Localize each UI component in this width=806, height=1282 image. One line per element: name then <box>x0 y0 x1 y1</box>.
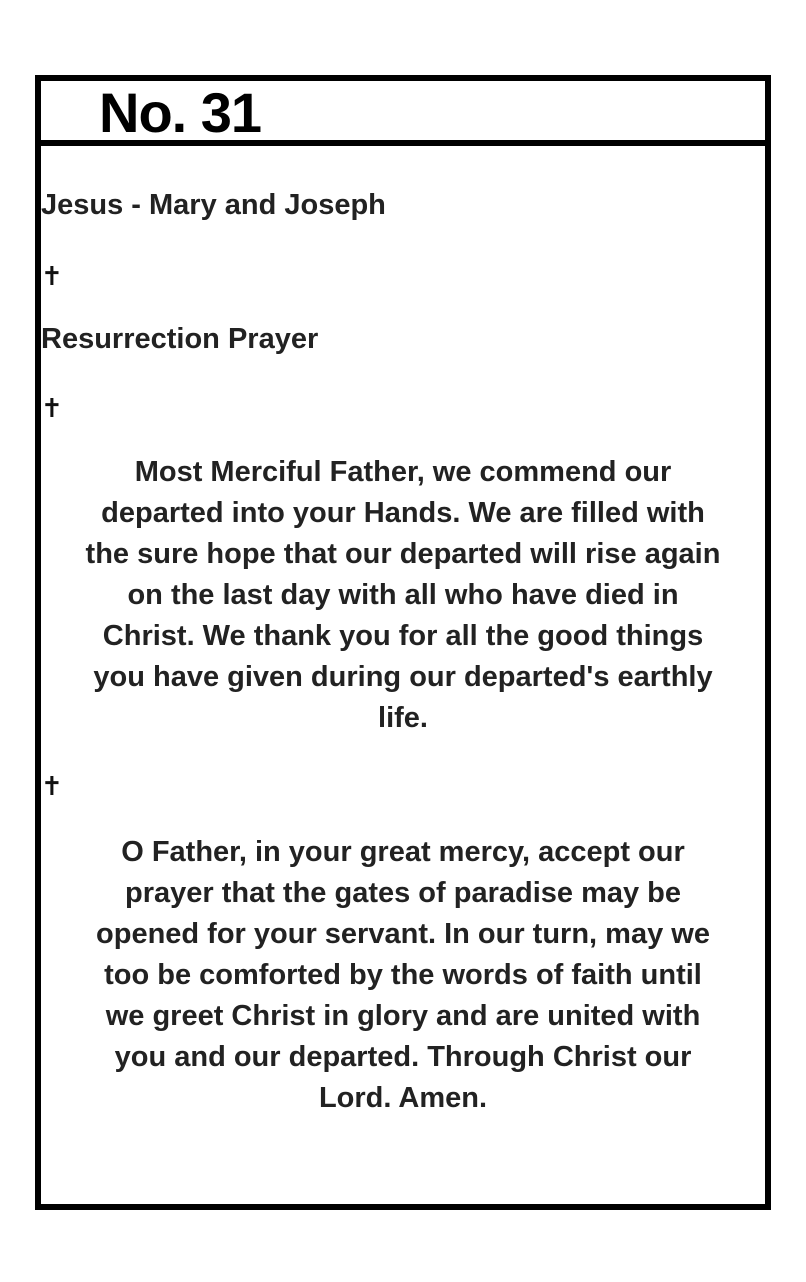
salutation-heading: Jesus - Mary and Joseph <box>41 189 386 221</box>
cross-icon: ✝ <box>41 393 63 423</box>
cross-icon: ✝ <box>41 261 63 291</box>
prayer-paragraph-2: O Father, in your great mercy, accept our prayer that the gates of paradise may be opened for your servant. In our turn, may we too be comforted by the words of faith until we greet Christ in glory and are united with you and our departed. Through Christ our Lord. Amen. <box>96 836 710 1114</box>
prayer-card <box>35 75 771 1210</box>
prayer-title: Resurrection Prayer <box>41 323 319 355</box>
card-number: No. 31 <box>99 81 262 144</box>
cross-icon: ✝ <box>41 771 63 801</box>
prayer-paragraph-1: Most Merciful Father, we commend our departed into your Hands. We are filled with the sure hope that our departed will rise again on the last day with all who have died in Christ. We thank you for all the good things you have given during our departed's earthly life. <box>85 456 721 734</box>
card-header <box>41 81 765 146</box>
